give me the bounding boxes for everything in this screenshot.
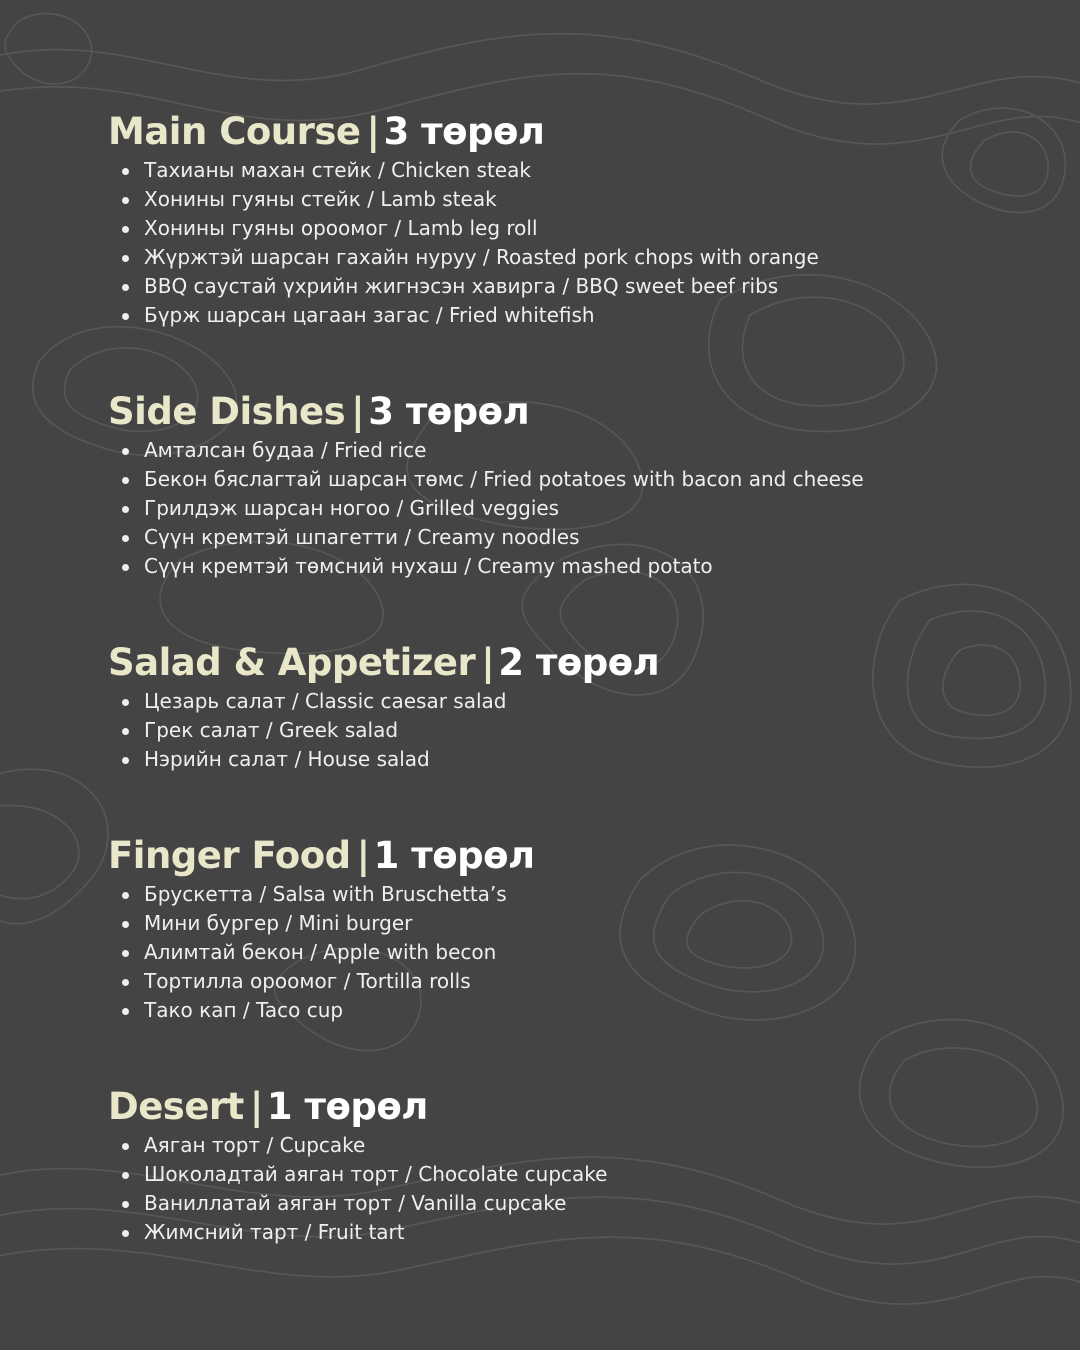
section-salad-appetizer (108, 639, 1048, 774)
list-item: Брускетта / Salsa with Bruschetta’s (108, 880, 1048, 909)
heading-separator: | (351, 390, 365, 433)
section-title: Finger Food (108, 834, 351, 877)
list-item: Жүржтэй шарсан гахайн нуруу / Roasted pork chops with orange (108, 243, 1048, 272)
section-side-dishes (108, 388, 1048, 581)
list-item: Тахианы махан стейк / Chicken steak (108, 156, 1048, 185)
list-item: Шоколадтай аяган торт / Chocolate cupcake (108, 1160, 1048, 1189)
item-list (108, 1131, 1048, 1247)
section-main-course (108, 108, 1048, 330)
list-item: Аяган торт / Cupcake (108, 1131, 1048, 1160)
section-count: 1 төрөл (373, 834, 535, 877)
heading-separator: | (481, 641, 495, 684)
section-count: 3 төрөл (383, 110, 545, 153)
heading-separator: | (356, 834, 370, 877)
list-item: Нэрийн салат / House salad (108, 745, 1048, 774)
section-count: 3 төрөл (368, 390, 530, 433)
list-item: Грек салат / Greek salad (108, 716, 1048, 745)
section-finger-food (108, 832, 1048, 1025)
section-count: 1 төрөл (266, 1085, 428, 1128)
list-item: Сүүн кремтэй шпагетти / Creamy noodles (108, 523, 1048, 552)
section-heading (108, 388, 1048, 436)
section-heading (108, 832, 1048, 880)
section-heading (108, 108, 1048, 156)
section-title: Main Course (108, 110, 361, 153)
list-item: Хонины гуяны стейк / Lamb steak (108, 185, 1048, 214)
list-item: Ваниллатай аяган торт / Vanilla cupcake (108, 1189, 1048, 1218)
section-heading (108, 1083, 1048, 1131)
list-item: Амталсан будаа / Fried rice (108, 436, 1048, 465)
list-item: Хонины гуяны ороомог / Lamb leg roll (108, 214, 1048, 243)
list-item: Цезарь салат / Classic caesar salad (108, 687, 1048, 716)
list-item: Тако кап / Taco cup (108, 996, 1048, 1025)
item-list (108, 156, 1048, 330)
list-item: BBQ саустай үхрийн жигнэсэн хавирга / BBQ sweet beef ribs (108, 272, 1048, 301)
list-item: Жимсний тарт / Fruit tart (108, 1218, 1048, 1247)
section-title: Desert (108, 1085, 244, 1128)
list-item: Мини бургер / Mini burger (108, 909, 1048, 938)
section-heading (108, 639, 1048, 687)
section-title: Salad & Appetizer (108, 641, 476, 684)
item-list (108, 880, 1048, 1025)
list-item: Алимтай бекон / Apple with becon (108, 938, 1048, 967)
list-item: Сүүн кремтэй төмсний нухаш / Creamy mashed potato (108, 552, 1048, 581)
heading-separator: | (249, 1085, 263, 1128)
list-item: Грилдэж шарсан ногоо / Grilled veggies (108, 494, 1048, 523)
section-desert (108, 1083, 1048, 1247)
item-list (108, 436, 1048, 581)
item-list (108, 687, 1048, 774)
list-item: Тортилла ороомог / Tortilla rolls (108, 967, 1048, 996)
list-item: Бекон бяслагтай шарсан төмс / Fried potatoes with bacon and cheese (108, 465, 1048, 494)
heading-separator: | (366, 110, 380, 153)
list-item: Бүрж шарсан цагаан загас / Fried whitefish (108, 301, 1048, 330)
section-title: Side Dishes (108, 390, 346, 433)
section-count: 2 төрөл (498, 641, 660, 684)
